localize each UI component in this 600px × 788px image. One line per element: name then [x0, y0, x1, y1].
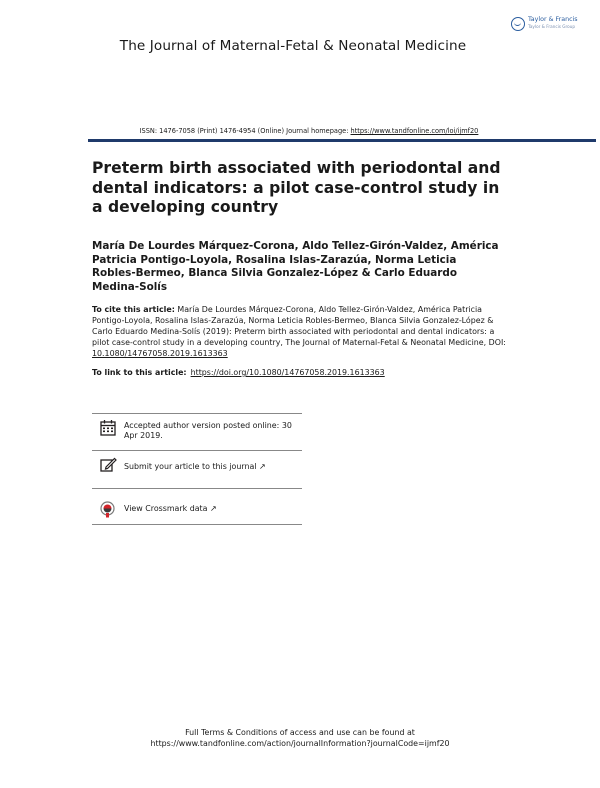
issn-text: ISSN: 1476-7058 (Print) 1476-4954 (Online) Journal homepage: — [139, 127, 351, 135]
edit-icon — [100, 457, 117, 473]
terms-footer — [0, 727, 600, 749]
article-link-line — [92, 368, 512, 377]
citation-doi-link[interactable]: 10.1080/14767058.2019.1613363 — [92, 349, 228, 359]
crossmark-icon — [100, 501, 115, 518]
logo-tagline: Taylor & Francis Group — [528, 24, 576, 29]
header-rule — [88, 139, 596, 142]
crossmark-link[interactable]: View Crossmark data ↗ — [124, 504, 217, 513]
external-link-icon: ↗ — [210, 504, 217, 513]
issn-line — [0, 127, 600, 135]
journal-title: The Journal of Maternal-Fetal & Neonatal Medicine — [119, 38, 467, 54]
citation-text: María De Lourdes Márquez-Corona, Aldo Tellez-Girón-Valdez, América Patricia Pontigo-Loyola, Rosalina Islas-Zarazúa, Norma Leticia Robles-Bermeo, Blanca Silvia Gonzalez-López & Carlo Eduardo Medina-Solís (2019): Preterm birth associated with periodontal and dental indicators: a pilot case-control study in a developing country, The Journal of Maternal-Fetal & Neonatal Medicine, DOI: — [92, 305, 506, 348]
article-link-label: To link to this article: — [92, 368, 187, 377]
submit-article-link[interactable]: Submit your article to this journal ↗ — [124, 462, 266, 471]
external-link-icon: ↗ — [259, 462, 266, 471]
journal-homepage-link[interactable]: https://www.tandfonline.com/loi/ijmf20 — [350, 127, 479, 135]
terms-text: Full Terms & Conditions of access and use can be found at — [185, 728, 415, 737]
accepted-version-box — [92, 413, 302, 451]
logo-name: Taylor & Francis — [528, 16, 578, 23]
crossmark-box[interactable] — [92, 496, 302, 525]
accepted-version-text: Accepted author version posted online: 30 Apr 2019. — [124, 421, 292, 441]
article-title: Preterm birth associated with periodontal and dental indicators: a pilot case-control study in a developing country — [92, 159, 501, 216]
terms-link[interactable]: https://www.tandfonline.com/action/journalInformation?journalCode=ijmf20 — [150, 739, 450, 749]
calendar-icon — [100, 419, 116, 436]
author-list: María De Lourdes Márquez-Corona, Aldo Tellez-Girón-Valdez, América Patricia Pontigo-Loyola, Rosalina Islas-Zarazúa, Norma Leticia Robles-Bermeo, Blanca Silvia Gonzalez-López & Carlo Eduardo Medina-Solís — [92, 240, 499, 294]
submit-article-box[interactable] — [92, 454, 302, 489]
citation-label: To cite this article: — [92, 305, 175, 314]
article-doi-link[interactable]: https://doi.org/10.1080/14767058.2019.1613363 — [190, 368, 385, 377]
logo-icon — [511, 17, 525, 31]
publisher-logo[interactable] — [511, 16, 587, 38]
citation — [92, 304, 512, 359]
